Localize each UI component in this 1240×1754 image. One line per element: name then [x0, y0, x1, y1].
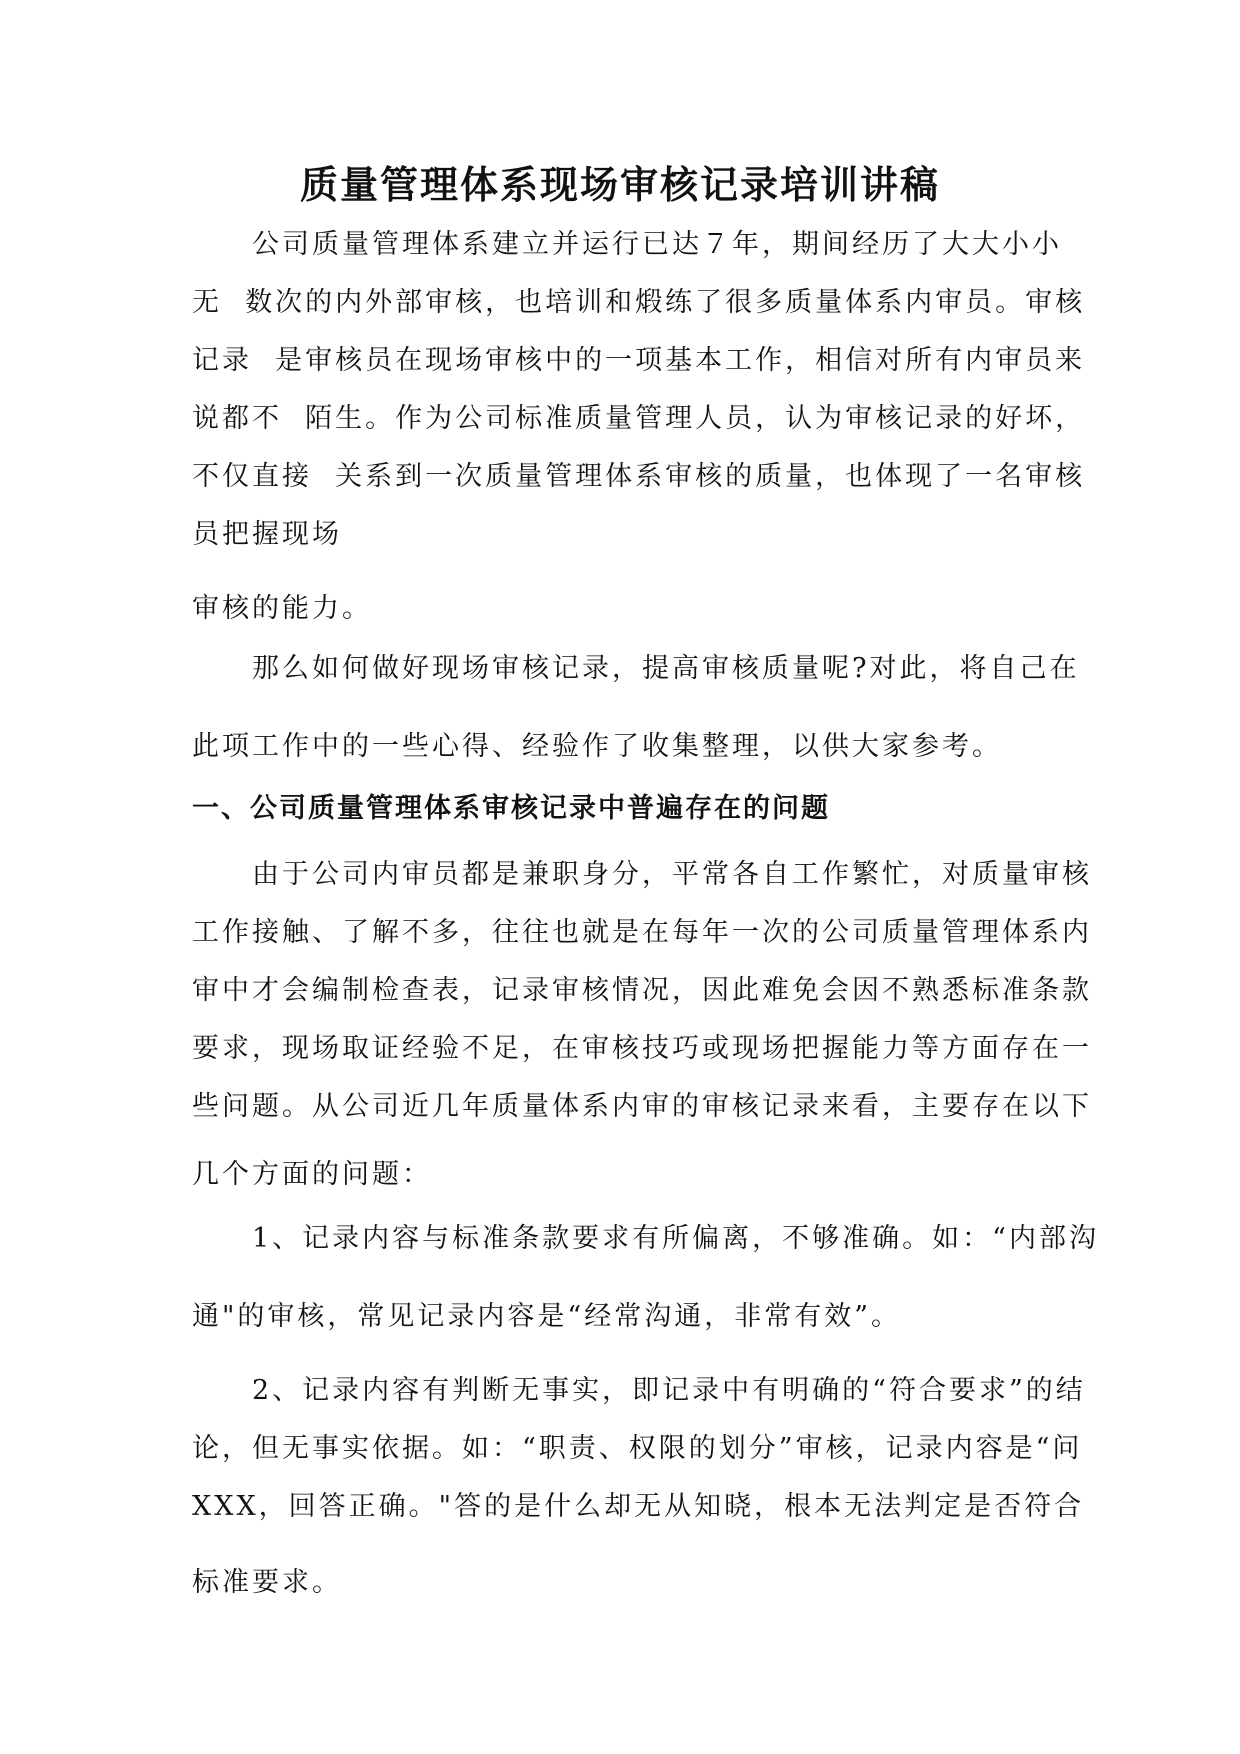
paragraph-line: 些问题。从公司近几年质量体系内审的审核记录来看，主要存在以下 — [192, 1091, 1092, 1122]
paragraph-line: XXX，回答正确。"答的是什么却无从知晓，根本无法判定是否符合 — [192, 1491, 1085, 1522]
paragraph-line: 公司质量管理体系建立并运行已达７年，期间经历了大大小小 — [192, 229, 1062, 260]
paragraph-line: 工作接触、了解不多，往往也就是在每年一次的公司质量管理体系内 — [192, 917, 1092, 948]
paragraph-line: 说都不 陌生。作为公司标准质量管理人员，认为审核记录的好坏， — [192, 403, 1086, 434]
paragraph-line: 无 数次的内外部审核，也培训和煅练了很多质量体系内审员。审核 — [192, 287, 1086, 318]
paragraph-line: 记录 是审核员在现场审核中的一项基本工作，相信对所有内审员来 — [192, 345, 1086, 376]
paragraph-line: 标准要求。 — [192, 1567, 342, 1598]
document-title: 质量管理体系现场审核记录培训讲稿 — [299, 163, 940, 207]
paragraph-line: 此项工作中的一些心得、经验作了收集整理，以供大家参考。 — [192, 731, 1002, 762]
paragraph-line: 员把握现场 — [192, 519, 342, 550]
paragraph-line: 通"的审核，常见记录内容是“经常沟通，非常有效”。 — [192, 1301, 902, 1332]
paragraph-line: 审中才会编制检查表，记录审核情况，因此难免会因不熟悉标准条款 — [192, 975, 1092, 1006]
paragraph-line: 几个方面的问题： — [192, 1159, 432, 1190]
paragraph-line: 由于公司内审员都是兼职身分，平常各自工作繁忙，对质量审核 — [192, 859, 1092, 890]
paragraph-line: 那么如何做好现场审核记录，提高审核质量呢?对此，将自己在 — [192, 653, 1080, 684]
paragraph-line: 论，但无事实依据。如：“职责、权限的划分”审核，记录内容是“问 — [192, 1433, 1083, 1464]
paragraph-line: 2、记录内容有判断无事实，即记录中有明确的“符合要求”的结 — [192, 1375, 1086, 1406]
paragraph-line: 1、记录内容与标准条款要求有所偏离，不够准确。如：“内部沟 — [192, 1223, 1099, 1254]
section-heading: 一、公司质量管理体系审核记录中普遍存在的问题 — [192, 793, 830, 824]
paragraph-line: 要求，现场取证经验不足，在审核技巧或现场把握能力等方面存在一 — [192, 1033, 1092, 1064]
paragraph-line: 不仅直接 关系到一次质量管理体系审核的质量，也体现了一名审核 — [192, 461, 1086, 492]
paragraph-line: 审核的能力。 — [192, 593, 372, 624]
